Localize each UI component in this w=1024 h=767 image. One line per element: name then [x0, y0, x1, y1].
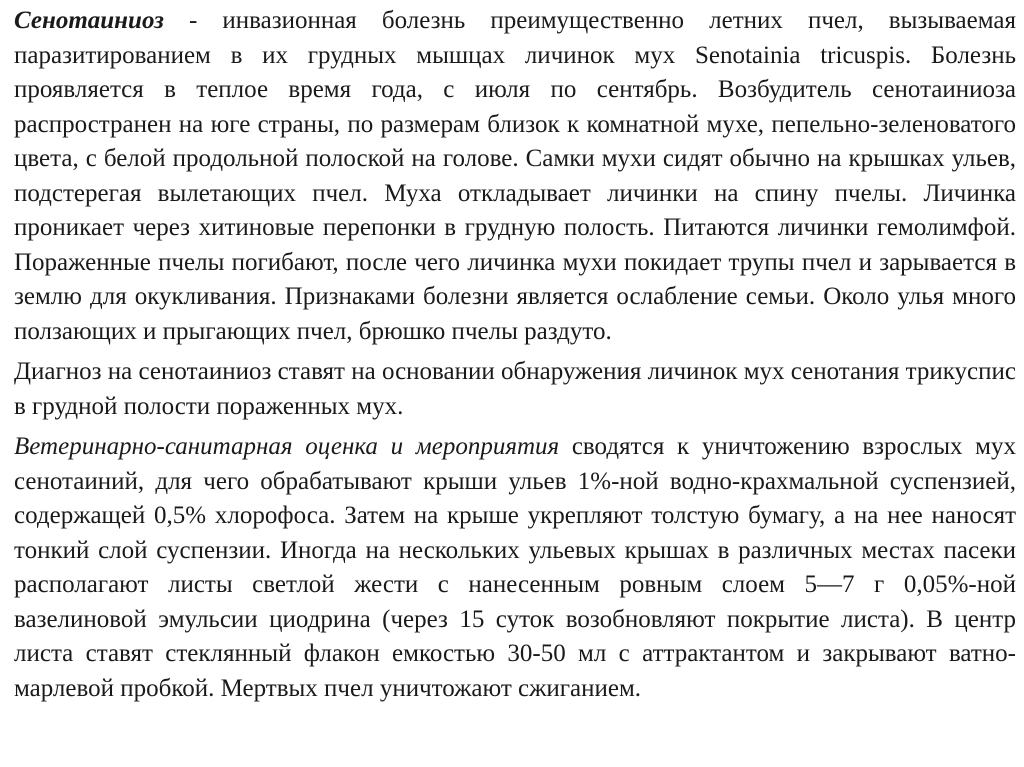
paragraph-diagnosis	[14, 355, 1016, 424]
paragraph-description	[14, 4, 1016, 349]
term-veterinary-assessment: Ветеринарно-санитарная оценка и мероприятия	[14, 433, 560, 460]
paragraph-measures	[14, 430, 1016, 706]
document-page	[14, 4, 1016, 706]
paragraph-measures-text: сводятся к уничтожению взрослых мух сенотаиний, для чего обрабатывают крыши ульев 1%-ной водно-крахмальной суспензией, содержащей 0,5% хлорофоса. Затем на крыше укрепляют толстую бумагу, а на нее наносят тонкий слой суспензии. Иногда на нескольких ульевых крышах в различных местах пасеки располагают листы светлой жести с нанесенным ровным слоем 5—7 г 0,05%-ной вазелиновой эмульсии циодрина (через 15 суток возобновляют покрытие листа). В центр листа ставят стеклянный флакон емкостью 30-50 мл с аттрактантом и закрывают ватно-марлевой пробкой. Мертвых пчел уничтожают сжиганием.	[14, 433, 1016, 702]
paragraph-diagnosis-text: Диагноз на сенотаиниоз ставят на основании обнаружения личинок мух сенотания трикуспис в грудной полости пораженных мух.	[14, 358, 1016, 420]
term-senotainiosis: Сенотаиниоз	[14, 7, 164, 34]
paragraph-description-text: - инвазионная болезнь преимущественно летних пчел, вызываемая паразитированием в их грудных мышцах личинок мух Senotainia tricuspis. Болезнь проявляется в теплое время года, с июля по сентябрь. Возбудитель сенотаиниоза распространен на юге страны, по размерам близок к комнатной мухе, пепельно-зеленоватого цвета, с белой продольной полоской на голове. Самки мухи сидят обычно на крышках ульев, подстерегая вылетающих пчел. Муха откладывает личинки на спину пчелы. Личинка проникает через хитиновые перепонки в грудную полость. Питаются личинки гемолимфой. Пораженные пчелы погибают, после чего личинка мухи покидает трупы пчел и зарывается в землю для окукливания. Признаками болезни является ослабление семьи. Около улья много ползающих и прыгающих пчел, брюшко пчелы раздуто.	[14, 7, 1016, 345]
